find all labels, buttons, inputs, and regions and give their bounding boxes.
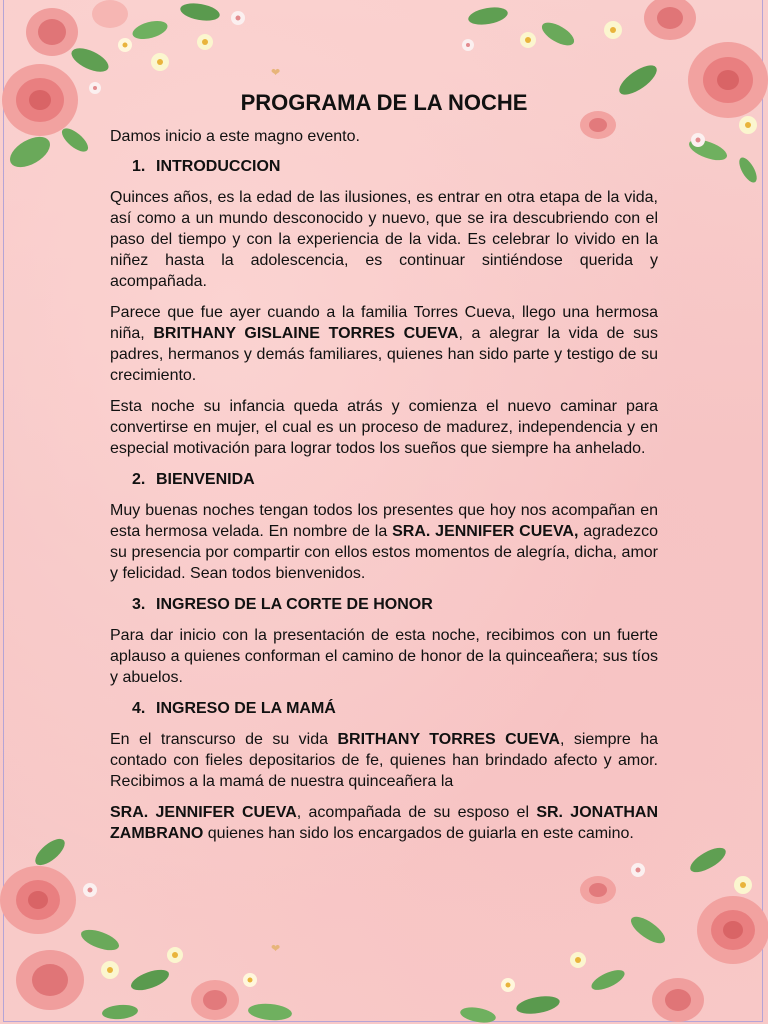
bold-name: SR. JONATHAN ZAMBRANO xyxy=(110,804,658,842)
heart-icon: ❤ xyxy=(271,943,281,955)
paragraph-text: Muy buenas noches tengan todos los presentes que hoy nos acompañan en esta hermosa velada. En nombre de la xyxy=(110,502,658,540)
intro-line: Damos inicio a este magno evento. xyxy=(110,128,360,145)
section-number: 2. xyxy=(132,471,146,488)
paragraph-text: En el transcurso de su vida xyxy=(110,731,338,748)
section-number: 4. xyxy=(132,700,146,717)
bold-name: BRITHANY TORRES CUEVA xyxy=(337,731,560,748)
paragraph xyxy=(110,500,658,584)
paragraph xyxy=(110,302,658,386)
section-heading-text: BIENVENIDA xyxy=(156,471,255,488)
paragraph-text: Para dar inicio con la presentación de esta noche, recibimos con un fuerte aplauso a quienes conforman el camino de honor de la quinceañera; sus tíos y abuelos. xyxy=(110,627,658,686)
section-number: 3. xyxy=(132,596,146,613)
floral-corner-bottom-right-icon xyxy=(448,840,768,1024)
paragraph-text: Parece que fue ayer cuando a la familia Torres Cueva, llego una hermosa niña, xyxy=(110,304,658,342)
paragraph-text: agradezco su presencia por compartir con ellos estos momentos de alegría, dicha, amor y felicidad. Sean todos bienvenidos. xyxy=(110,523,659,582)
paragraph-text: quienes han sido los encargados de guiarla en este camino. xyxy=(203,825,634,842)
section-heading xyxy=(110,698,658,719)
paragraph xyxy=(110,625,658,688)
section-heading xyxy=(110,156,658,177)
bold-name: BRITHANY GISLAINE TORRES CUEVA xyxy=(153,325,459,342)
paragraph-text: , siempre ha contado con fieles depositarios de fe, quienes han brindado afecto y amor. Recibimos a la mamá de nuestra quinceañera la xyxy=(110,731,659,790)
page-title: PROGRAMA DE LA NOCHE xyxy=(240,90,528,115)
section-heading xyxy=(110,469,658,490)
section-heading-text: INTRODUCCION xyxy=(156,158,281,175)
section-number: 1. xyxy=(132,158,146,175)
section-heading-text: INGRESO DE LA MAMÁ xyxy=(156,700,336,717)
section-heading xyxy=(110,594,658,615)
section-heading-text: INGRESO DE LA CORTE DE HONOR xyxy=(156,596,433,613)
bold-name: SRA. JENNIFER CUEVA xyxy=(110,804,297,821)
paragraph xyxy=(110,729,658,792)
paragraph-text: , acompañada de su esposo el xyxy=(296,804,537,821)
paragraph xyxy=(110,802,658,844)
sections-container xyxy=(110,156,658,844)
bold-name: SRA. JENNIFER CUEVA, xyxy=(392,523,579,540)
heart-icon: ❤ xyxy=(271,67,281,79)
paragraph xyxy=(110,396,658,459)
paragraph xyxy=(110,187,658,292)
paragraph-text: , a alegrar la vida de sus padres, hermanos y demás familiares, quienes han sido parte y testigo de su crecimiento. xyxy=(110,325,659,384)
floral-corner-bottom-left-icon xyxy=(0,830,320,1024)
paragraph-text: Quinces años, es la edad de las ilusiones, es entrar en otra etapa de la vida, así como a un mundo desconocido y nuevo, que se ira descubriendo con el paso del tiempo y con la experiencia de la vida. Es celebrar lo vivido en la niñez hasta la adolescencia, es continuar sintiéndose querida y acompañada. xyxy=(110,189,658,290)
paragraph-text: Esta noche su infancia queda atrás y comienza el nuevo caminar para convertirse en mujer, el cual es un proceso de madurez, independencia y en especial motivación para lograr todos los sueños que siempre ha anhelado. xyxy=(110,398,658,457)
document-body xyxy=(110,88,658,854)
